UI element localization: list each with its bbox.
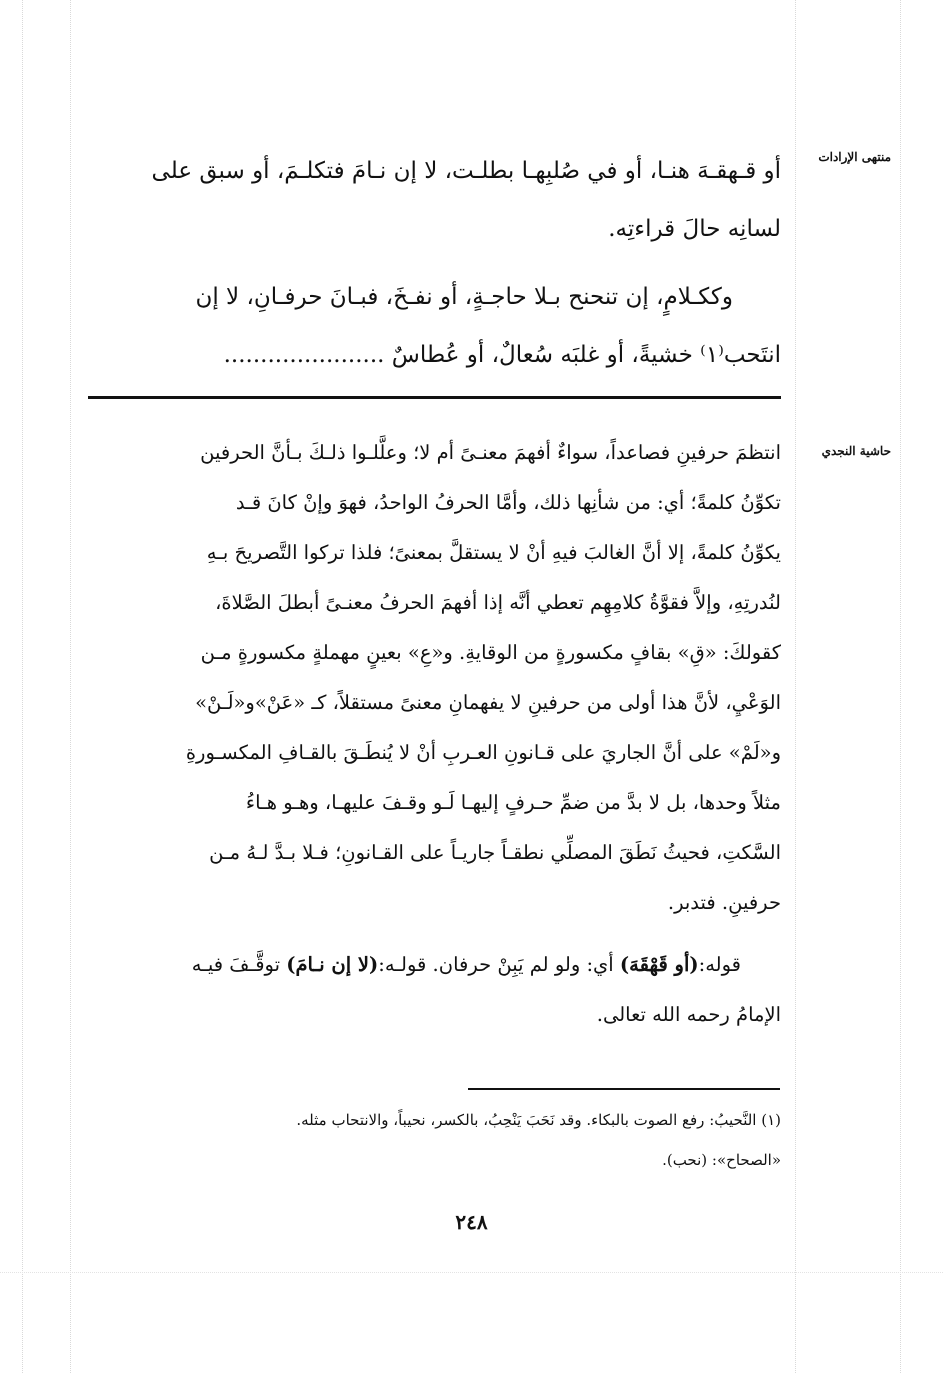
note-text: توقَّـفَ فيـه [191,953,287,976]
footnote-line: (١) النَّحيبُ: رفع الصوت بالبكاء. وقد نَحَبَ يَنْحِبُ، بالكسر، نحيباً، والانتحاب مثله. [296,1111,781,1129]
hashia-line: انتظمَ حرفينِ فصاعداً، سواءٌ أفهمَ معنـىً أم لا؛ وعلَّلـوا ذلـكَ بـأنَّ الحرفين [200,441,781,464]
hashia-line: مثلاً وحدها، بل لا بدَّ من ضمِّ حـرفٍ إليهـا لَـو وقـفَ عليهـا، وهـو هـاءُ [245,791,781,814]
hashia-line: حرفينِ. فتدبر. [667,891,781,914]
hashia-line: الوَعْيِ، لأنَّ هذا أولى من حرفينِ لا يفهمانِ معنىً مستقلاً، كـ «عَنْ»و«لَـنْ» [195,691,781,714]
matn-line: لسانِه حالَ قراءتِه. [608,216,781,242]
scan-guide-line [70,0,71,1373]
note-lead: قوله: [698,953,741,976]
note-text: أي: ولو لم يَبِنْ حرفان. قولـه: [378,953,620,976]
scan-guide-line [795,0,796,1373]
footnote [88,1100,781,1180]
page-number: ٢٤٨ [455,1210,488,1234]
matn-line: انتَحب⁽١⁾ خشيةً، أو غلبَه سُعالٌ، أو عُطاسٌ ...................... [223,342,781,368]
scan-guide-line [900,0,901,1373]
matn-line: أو قـهقـهَ هنـا، أو في صُلبِهـا بطلـت، لا إن نـامَ فتكلـمَ، أو سبق على [151,158,781,184]
side-label-matn: منتهى الإرادات [818,150,891,164]
hashia-line: لنُدرتِهِ، وإلاَّ فقوَّةُ كلامِهِم تعطي أنَّه إذا أفهمَ الحرفُ معنـىً أبطلَ الصَّلاةَ، [215,591,781,614]
hashia-note-line [88,940,781,990]
hashia-text [88,428,781,1040]
hashia-line: السَّكتِ، فحيثُ نَطَقَ المصلِّي نطقـاً جاريـاً على القـانونِ؛ فـلا بـدَّ لـهُ مـن [209,841,781,864]
matn-line: وككـلامٍ، إن تنحنح بـلا حاجـةٍ، أو نفـخَ، فبـانَ حرفـانِ، لا إن [195,284,733,310]
hashia-note-line: الإمامُ رحمه الله تعالى. [596,1003,781,1026]
section-divider [88,396,781,399]
scan-guide-line [22,0,23,1373]
note-quote: (أو قَهْقَهَ) [619,953,699,976]
matn-text [88,142,781,384]
hashia-line: كقولكَ: «قِ» بقافٍ مكسورةٍ من الوقايةِ. و«عِ» بعينٍ مهملةٍ مكسورةٍ مـن [200,641,781,664]
note-quote: (لا إن نـامَ) [286,953,379,976]
hashia-line: تكوِّنُ كلمةً؛ أي: من شأنِها ذلك، وأمَّا الحرفُ الواحدُ، فهوَ وإنْ كانَ قـد [235,491,781,514]
hashia-line: يكوِّنُ كلمةً، إلا أنَّ الغالبَ فيهِ أنْ لا يستقلَّ بمعنىً؛ فلذا تركوا التَّصريحَ بـهِ [206,541,781,564]
footnote-line: «الصحاح»: (نحب). [662,1151,781,1169]
scan-guide-line [0,1272,943,1273]
side-label-hashia: حاشية النجدي [821,444,891,458]
footnote-divider [468,1088,780,1090]
hashia-line: و«لَمْ» على أنَّ الجاريَ على قـانونِ العـربِ أنْ لا يُنطَـقَ بالقـافِ المكسـورةِ [185,741,781,764]
